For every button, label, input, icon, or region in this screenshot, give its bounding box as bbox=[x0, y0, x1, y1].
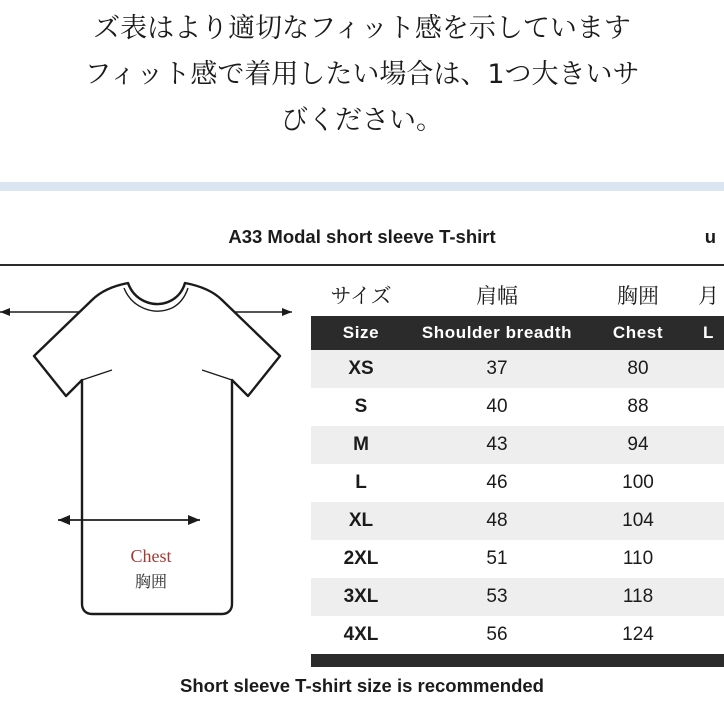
table-row bbox=[311, 350, 724, 388]
cell-length bbox=[693, 464, 724, 502]
cell-size: L bbox=[311, 464, 411, 502]
size-table bbox=[311, 274, 724, 667]
tshirt-illustration bbox=[0, 274, 300, 704]
cell-length bbox=[693, 502, 724, 540]
cell-shoulder: 51 bbox=[411, 540, 583, 578]
table-header-en bbox=[311, 316, 724, 350]
cell-length bbox=[693, 578, 724, 616]
header-en-size: Size bbox=[311, 316, 411, 350]
header-en-length: L bbox=[693, 316, 724, 350]
cell-chest: 124 bbox=[583, 616, 693, 654]
footer-note: Short sleeve T-shirt size is recommended bbox=[180, 675, 544, 696]
table-row bbox=[311, 616, 724, 654]
cell-chest: 80 bbox=[583, 350, 693, 388]
cell-shoulder: 40 bbox=[411, 388, 583, 426]
table-row bbox=[311, 426, 724, 464]
cell-size: XL bbox=[311, 502, 411, 540]
note-line-3: びください。 bbox=[281, 105, 443, 136]
cell-chest: 94 bbox=[583, 426, 693, 464]
table-row bbox=[311, 502, 724, 540]
chest-label-jp: 胸囲 bbox=[134, 572, 167, 591]
panel-top-bar bbox=[0, 182, 724, 191]
size-chart-panel bbox=[0, 182, 724, 724]
cell-size: S bbox=[311, 388, 411, 426]
size-table-grid bbox=[311, 274, 724, 654]
cell-chest: 118 bbox=[583, 578, 693, 616]
table-row bbox=[311, 388, 724, 426]
cell-length bbox=[693, 540, 724, 578]
cell-shoulder: 46 bbox=[411, 464, 583, 502]
cell-shoulder: 48 bbox=[411, 502, 583, 540]
tshirt-svg bbox=[0, 274, 300, 704]
table-row bbox=[311, 578, 724, 616]
cell-shoulder: 53 bbox=[411, 578, 583, 616]
panel-title bbox=[0, 226, 724, 248]
cell-shoulder: 56 bbox=[411, 616, 583, 654]
header-en-chest: Chest bbox=[583, 316, 693, 350]
cell-size: XS bbox=[311, 350, 411, 388]
note-line-1: ズ表はより適切なフィット感を示しています bbox=[93, 13, 631, 44]
cell-shoulder: 43 bbox=[411, 426, 583, 464]
header-jp-chest: 胸囲 bbox=[583, 274, 693, 316]
header-jp-size: サイズ bbox=[311, 274, 411, 316]
note-line-2: フィット感で着用したい場合は、1つ大きいサ bbox=[84, 59, 640, 90]
table-row bbox=[311, 464, 724, 502]
cell-length bbox=[693, 426, 724, 464]
panel-title-right-fragment: u bbox=[704, 226, 716, 247]
cell-chest: 88 bbox=[583, 388, 693, 426]
panel-title-text: A33 Modal short sleeve T-shirt bbox=[228, 226, 496, 247]
chest-label-en: Chest bbox=[130, 546, 172, 566]
table-bottom-bar bbox=[311, 654, 724, 667]
cell-length bbox=[693, 388, 724, 426]
cell-length bbox=[693, 616, 724, 654]
header-en-shoulder: Shoulder breadth bbox=[411, 316, 583, 350]
cell-shoulder: 37 bbox=[411, 350, 583, 388]
divider-top bbox=[0, 264, 724, 266]
cell-size: 4XL bbox=[311, 616, 411, 654]
table-row bbox=[311, 540, 724, 578]
cell-length bbox=[693, 350, 724, 388]
cell-chest: 104 bbox=[583, 502, 693, 540]
table-header-jp bbox=[311, 274, 724, 316]
cell-size: 3XL bbox=[311, 578, 411, 616]
chest-measurement-label bbox=[96, 546, 206, 592]
cell-size: M bbox=[311, 426, 411, 464]
header-jp-length: 月 bbox=[693, 274, 724, 316]
japanese-note bbox=[0, 0, 724, 182]
header-jp-shoulder: 肩幅 bbox=[411, 274, 583, 316]
cell-size: 2XL bbox=[311, 540, 411, 578]
cell-chest: 110 bbox=[583, 540, 693, 578]
cell-chest: 100 bbox=[583, 464, 693, 502]
